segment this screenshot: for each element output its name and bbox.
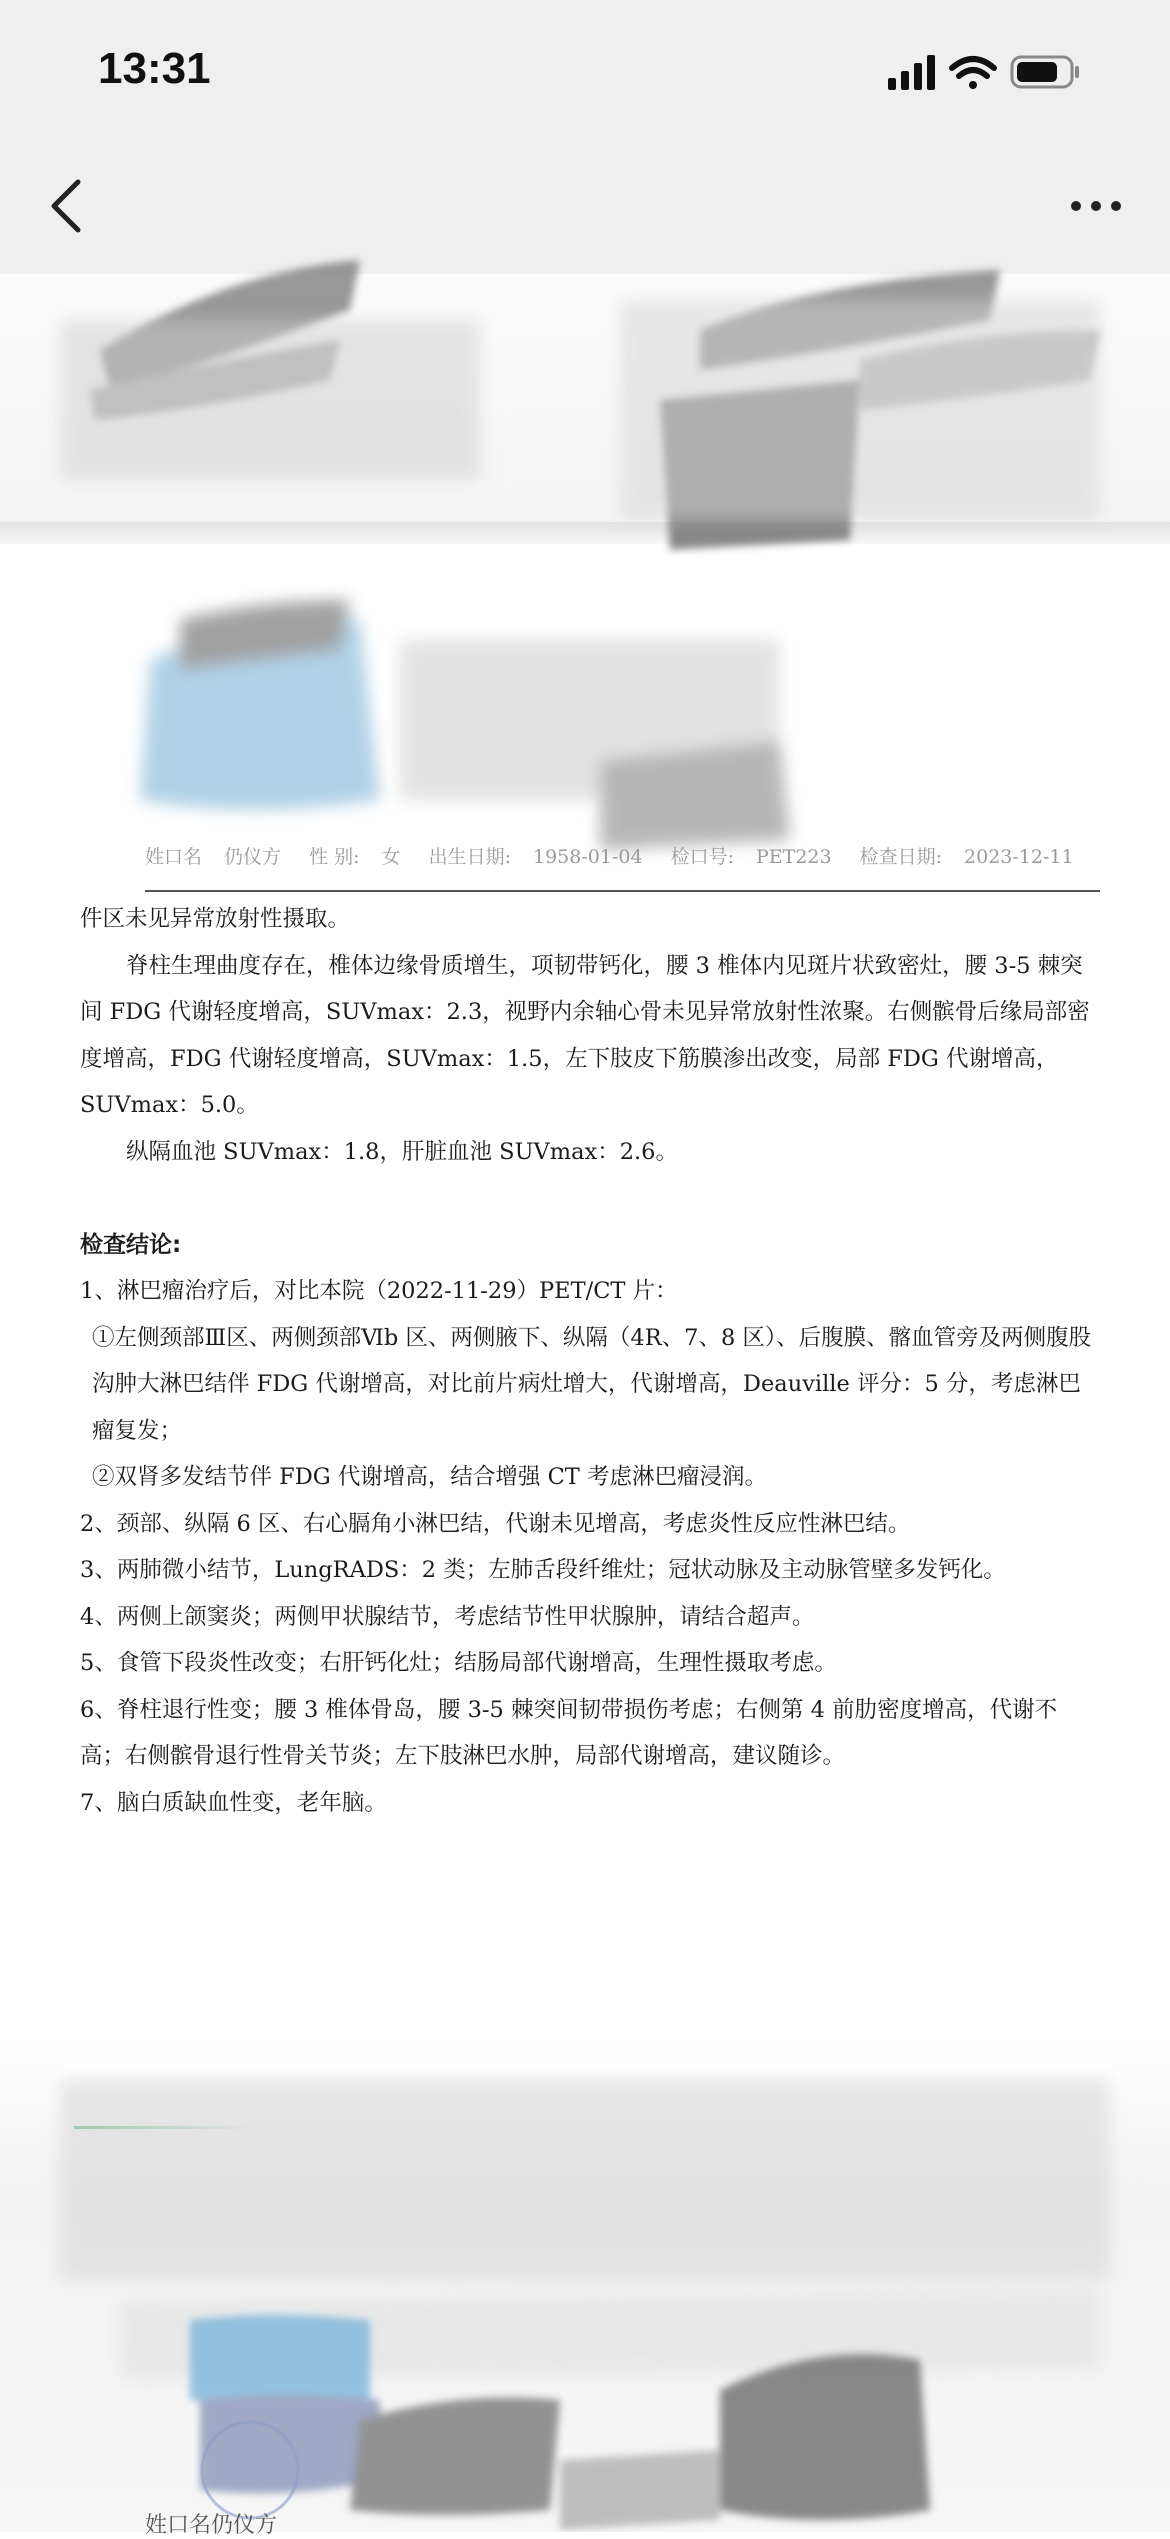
chevron-left-icon [40, 170, 100, 242]
more-options-button[interactable] [1060, 170, 1140, 242]
exam-date-label: 检查日期: [859, 846, 943, 868]
footer-name-label: 姓口名 [145, 2513, 212, 2538]
conclusion-item: 4、两侧上颌窦炎；两侧甲状腺结节，考虑结节性甲状腺肿，请结合超声。 [80, 1603, 815, 1630]
patient-name-value: 仍仪方 [224, 846, 282, 868]
conclusion-item: 7、脑白质缺血性变，老年脑。 [80, 1789, 387, 1816]
spacer [80, 1175, 1092, 1222]
conclusion-item: ①左侧颈部Ⅲ区、两侧颈部Ⅵb 区、两侧腋下、纵隔（4R、7、8 区）、后腹膜、髂血管旁及两侧腹股沟肿大淋巴结伴 FDG 代谢增高，对比前片病灶增大，代谢增高，Deauville 评分：5 分，考虑淋巴瘤复发； [92, 1324, 1092, 1444]
birth-date-value: 1958-01-04 [533, 846, 643, 868]
wifi-icon [952, 59, 994, 89]
redaction-scribbles [0, 240, 1170, 880]
exam-date-value: 2023-12-11 [964, 846, 1074, 868]
finding-paragraph: 件区未见异常放射性摄取。 [80, 906, 351, 932]
patient-info-line [145, 842, 1105, 878]
cellular-signal-icon [888, 55, 935, 90]
sex-value: 女 [381, 846, 401, 868]
status-time: 13:31 [98, 44, 211, 93]
finding-paragraph: 脊柱生理曲度存在，椎体边缘骨质增生，项韧带钙化，腰 3 椎体内见斑片状致密灶，腰 3-5 棘突间 FDG 代谢轻度增高，SUVmax：2.3，视野内余轴心骨未见异常放射性浓聚。右侧髌骨后缘局部密度增高，FDG 代谢轻度增高，SUVmax：1.5，左下肢皮下筋膜渗出改变，局部 FDG 代谢增高，SUVmax：5.0。 [80, 952, 1090, 1118]
conclusion-item: 6、脊柱退行性变；腰 3 椎体骨岛，腰 3-5 棘突间韧带损伤考虑；右侧第 4 前肋密度增高，代谢不高；右侧髌骨退行性骨关节炎；左下肢淋巴水肿，局部代谢增高，建议随诊。 [80, 1696, 1058, 1769]
report-body [80, 896, 1092, 1826]
footer-patient-name [145, 2508, 277, 2539]
birth-date-label: 出生日期: [428, 846, 511, 868]
conclusion-item: 1、淋巴瘤治疗后，对比本院（2022-11-29）PET/CT 片： [80, 1278, 678, 1304]
exam-number-label: 检口号: [670, 846, 734, 868]
conclusion-item: 2、颈部、纵隔 6 区、右心膈角小淋巴结，代谢未见增高，考虑炎性反应性淋巴结。 [80, 1510, 911, 1537]
conclusion-item: 5、食管下段炎性改变；右肝钙化灶；结肠局部代谢增高，生理性摄取考虑。 [80, 1650, 837, 1676]
more-dots-icon [1060, 170, 1140, 242]
status-bar [0, 0, 1170, 140]
sex-label: 性 别: [309, 846, 360, 868]
status-icons [860, 52, 1120, 92]
conclusion-title: 检查结论: [80, 1231, 182, 1258]
header-divider [145, 890, 1100, 892]
exam-number-value: PET223 [756, 846, 832, 868]
conclusion-item: 3、两肺微小结节，LungRADS：2 类；左肺舌段纤维灶；冠状动脉及主动脉管壁多发钙化。 [80, 1557, 1006, 1583]
finding-paragraph: 纵隔血池 SUVmax：1.8，肝脏血池 SUVmax：2.6。 [126, 1138, 678, 1165]
patient-name-label: 姓口名 [145, 846, 203, 868]
back-button[interactable] [40, 170, 100, 242]
battery-icon [1012, 57, 1079, 87]
footer-redaction-scribbles [0, 2040, 1170, 2532]
footer-name-value: 仍仪方 [211, 2513, 278, 2538]
conclusion-item: ②双肾多发结节伴 FDG 代谢增高，结合增强 CT 考虑淋巴瘤浸润。 [92, 1464, 767, 1490]
